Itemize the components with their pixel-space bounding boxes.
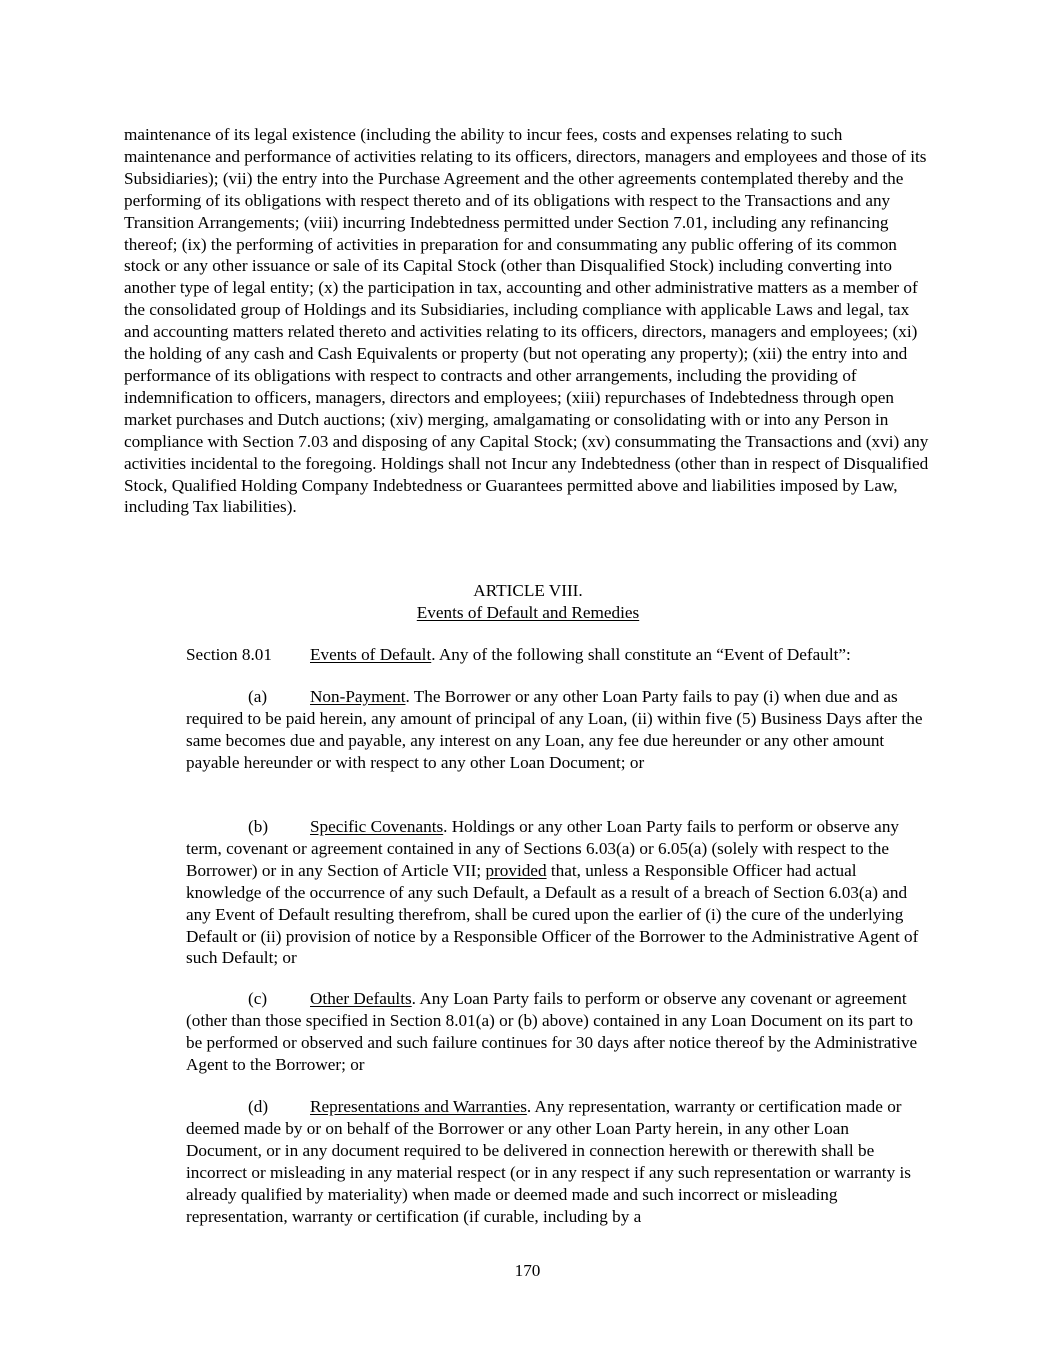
body-paragraph: maintenance of its legal existence (including the ability to incur fees, costs and expenses relating to such maintenance and performance of activities relating to its officers, directors, managers and employees and those of its Subsidiaries); (vii) the entry into the Purchase Agreement and the other agreements contemplated thereby and the performing of its obligations with respect thereto and of its obligations with respect to the Transactions and any Transition Arrangements; (viii) incurring Indebtedness permitted under Section 7.01, including any refinancing thereof; (ix) the performing of activities in preparation for and consummating any public offering of its common stock or any other issuance or sale of its Capital Stock (other than Disqualified Stock) including converting into another type of legal entity; (x) the participation in tax, accounting and other administrative matters as a member of the consolidated group of Holdings and its Subsidiaries, including compliance with applicable Laws and legal, tax and accounting matters related thereto and activities relating to its officers, directors, managers and employees; (xi) the holding of any cash and Cash Equivalents or property (but not operating any property); (xii) the entry into and performance of its obligations with respect to contracts and other arrangements, including the providing of indemnification to officers, managers, directors and employees; (xiii) repurchases of Indebtedness through open market purchases and Dutch auctions; (xiv) merging, amalgamating or consolidating with or into any Person in compliance with Section 7.03 and disposing of any Capital Stock; (xv) consummating the Transactions and (xvi) any activities incidental to the foregoing. Holdings shall not Incur any Indebtedness (other than in respect of Disqualified Stock, Qualified Holding Company Indebtedness or Guarantees permitted above and liabilities imposed by Law, including Tax liabilities). — [124, 125, 929, 517]
item-marker: (b) — [248, 817, 269, 836]
item-marker: (a) — [248, 687, 268, 706]
list-item — [186, 988, 926, 1076]
list-item — [186, 816, 926, 969]
list-item — [186, 1096, 926, 1227]
article-title-text: Events of Default and Remedies — [416, 603, 640, 622]
item-marker: (d) — [248, 1097, 269, 1116]
section-text: . Any of the following shall constitute an “Event of Default”: — [431, 645, 851, 664]
item-heading: Specific Covenants — [310, 817, 444, 836]
article-title — [124, 602, 932, 624]
item-text: . Any representation, warranty or certification made or deemed made by or on behalf of the Borrower or any other Loan Party herein, in any other Loan Document, or in any document required to be delivered in connection herewith or therewith shall be incorrect or misleading in any material respect (or in any respect if any such representation or warranty is already qualified by materiality) when made or deemed made and such incorrect or misleading representation, warranty or certification (if curable, including by a — [186, 1097, 911, 1226]
list-item — [186, 686, 926, 774]
section-title: Events of Default — [310, 645, 432, 664]
item-heading: Representations and Warranties — [310, 1097, 527, 1116]
item-text: . Holdings or any other Loan Party fails to perform or observe any term, covenant or agreement contained in any of Sections 6.03(a) or 6.05(a) (solely with respect to the Borrower) or in any Section of Article VII; — [186, 817, 900, 880]
section-heading — [186, 644, 926, 666]
item-text-continued: that, unless a Responsible Officer had actual knowledge of the occurrence of any such Default, a Default as a result of a breach of Section 6.03(a) and any Event of Default resulting therefrom, shall be cured upon the earlier of (i) the cure of the underlying Default or (ii) provision of notice by a Responsible Officer of the Borrower to the Administrative Agent of such Default; or — [186, 860, 919, 968]
item-text: . The Borrower or any other Loan Party fails to pay (i) when due and as required to be paid herein, any amount of principal of any Loan, (ii) within five (5) Business Days after the same becomes due and payable, any interest on any Loan, any fee due hereunder or any other amount payable hereunder or with respect to any other Loan Document; or — [186, 687, 923, 772]
item-marker: (c) — [248, 989, 268, 1008]
item-heading: Other Defaults — [310, 989, 412, 1008]
item-heading: Non-Payment — [310, 687, 406, 706]
article-number: ARTICLE VIII. — [473, 581, 583, 600]
item-text: . Any Loan Party fails to perform or observe any covenant or agreement (other than those specified in Section 8.01(a) or (b) above) contained in any Loan Document on its part to be performed or observed and such failure continues for 30 days after notice thereof by the Administrative Agent to the Borrower; or — [186, 989, 918, 1074]
page-number: 170 — [514, 1261, 541, 1280]
item-underlined-term: provided — [485, 860, 547, 880]
section-number: Section 8.01 — [186, 645, 272, 664]
